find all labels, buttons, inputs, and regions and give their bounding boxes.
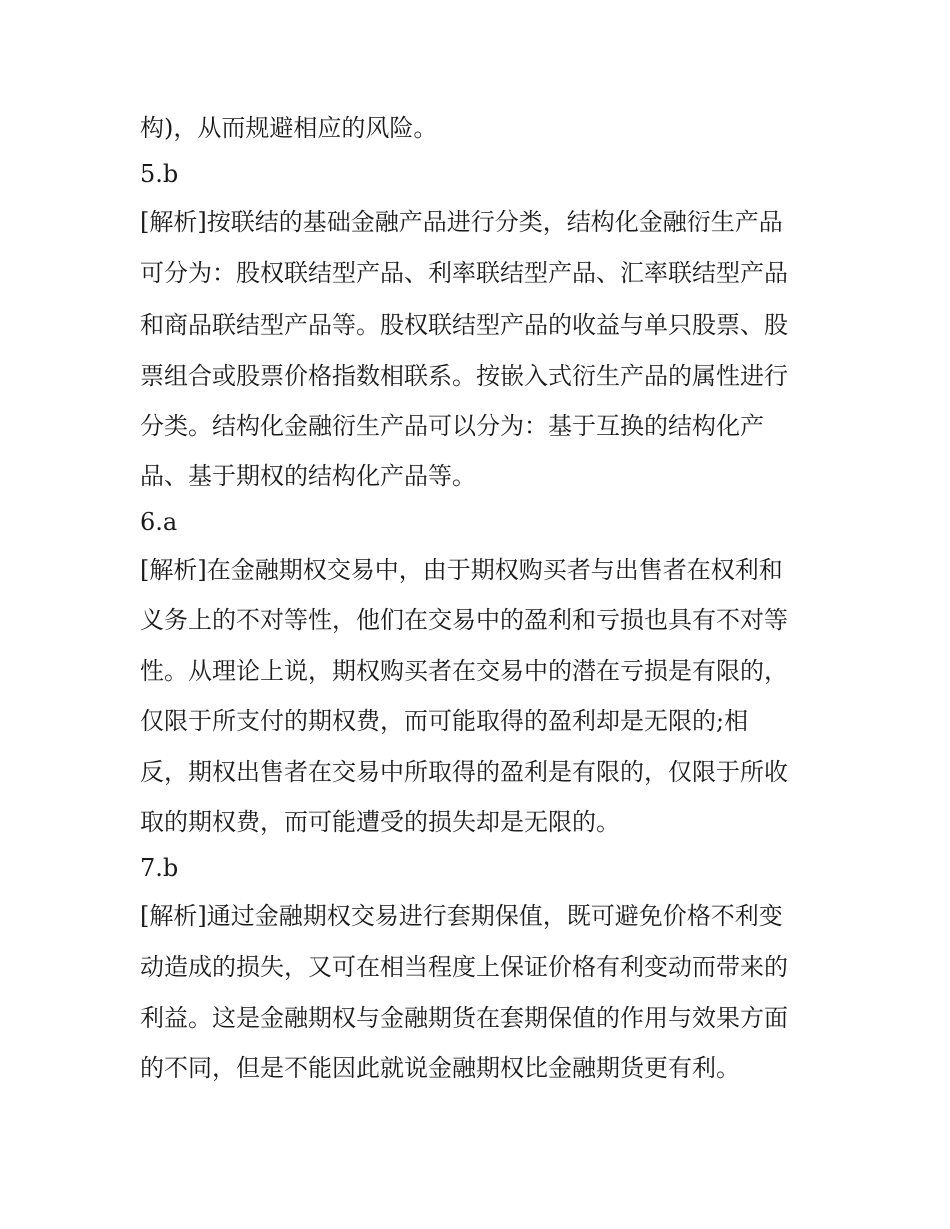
- answer-label-7: 7.b: [140, 854, 179, 882]
- text-line: 票组合或股票价格指数相联系。按嵌入式衍生产品的属性进行: [140, 362, 788, 390]
- text-line: 取的期权费，而可能遭受的损失却是无限的。: [140, 808, 620, 836]
- text-line: 构)，从而规避相应的风险。: [140, 114, 438, 142]
- text-line: 仅限于所支付的期权费，而可能取得的盈利却是无限的;相: [140, 707, 749, 735]
- text-line: 反，期权出售者在交易中所取得的盈利是有限的，仅限于所收: [140, 758, 788, 786]
- text-line: 可分为：股权联结型产品、利率联结型产品、汇率联结型产品: [140, 259, 788, 287]
- answer-label-6: 6.a: [140, 508, 178, 536]
- text-line: 利益。这是金融期权与金融期货在套期保值的作用与效果方面: [140, 1004, 788, 1032]
- text-line: 的不同，但是不能因此就说金融期权比金融期货更有利。: [140, 1054, 740, 1082]
- text-line: 性。从理论上说，期权购买者在交易中的潜在亏损是有限的，: [140, 657, 788, 685]
- text-line: [解析]通过金融期权交易进行套期保值，既可避免价格不利变: [140, 902, 783, 930]
- text-line: [解析]在金融期权交易中，由于期权购买者与出售者在权利和: [140, 556, 783, 584]
- text-line: 品、基于期权的结构化产品等。: [140, 462, 476, 490]
- text-line: 和商品联结型产品等。股权联结型产品的收益与单只股票、股: [140, 311, 788, 339]
- text-line: 动造成的损失，又可在相当程度上保证价格有利变动而带来的: [140, 953, 788, 981]
- answer-label-5: 5.b: [140, 160, 179, 188]
- text-line: 分类。结构化金融衍生产品可以分为：基于互换的结构化产: [140, 412, 764, 440]
- text-line: [解析]按联结的基础金融产品进行分类，结构化金融衍生产品: [140, 208, 783, 236]
- text-line: 义务上的不对等性，他们在交易中的盈利和亏损也具有不对等: [140, 606, 788, 634]
